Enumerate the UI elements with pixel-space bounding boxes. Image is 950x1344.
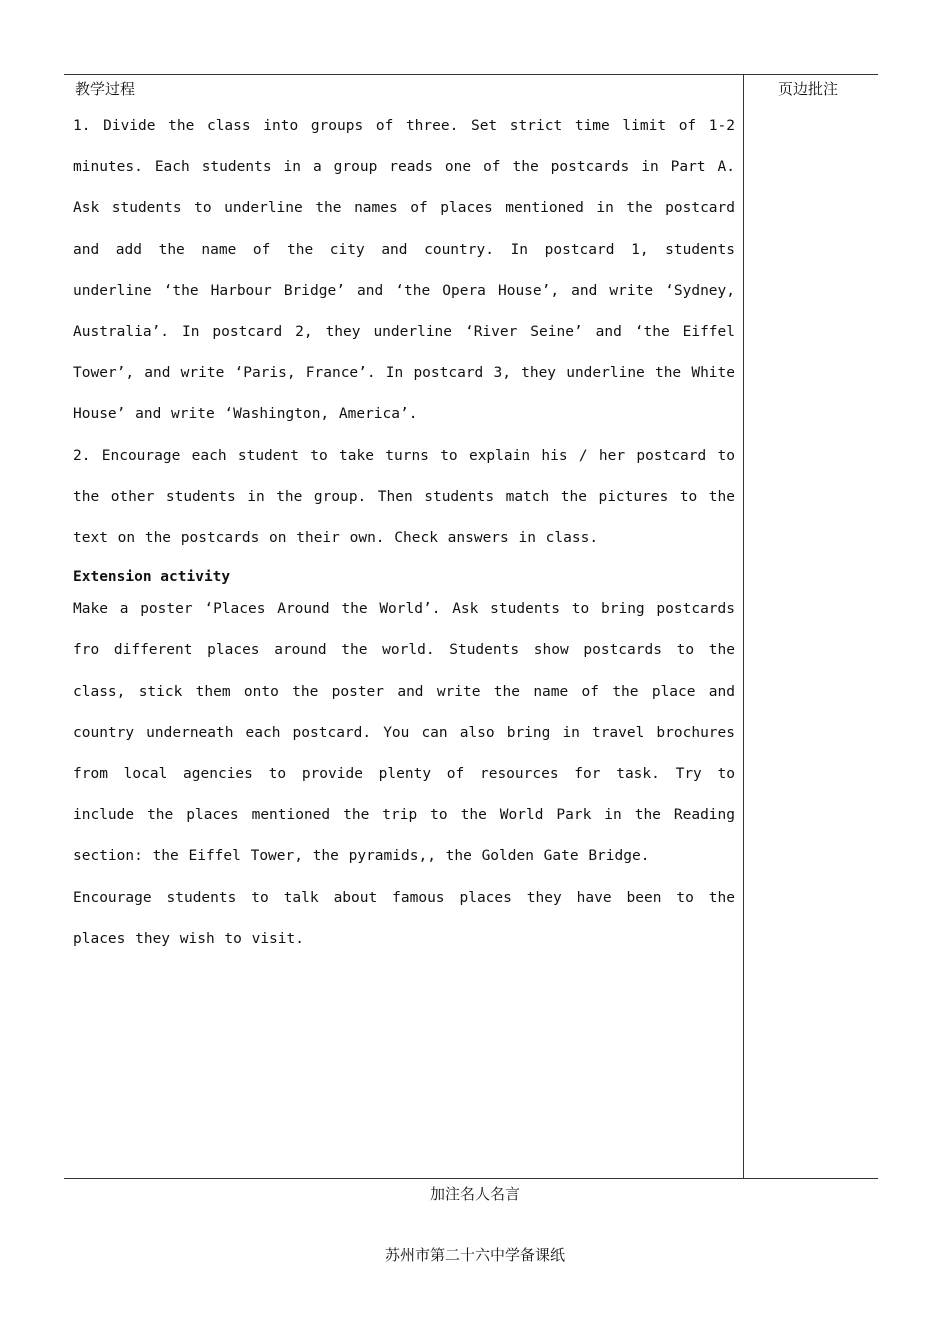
poster-activity-paragraph: Make a poster ‘Places Around the World’. Ask students to bring postcards fro different places around the world. Students show postcards to the class, stick them onto the poster and write the name of the place and country underneath each postcard. You can also bring in travel brochures from local agencies to provide plenty of resources for task. Try to include the places mentioned the trip to the World Park in the Reading section: the Eiffel Tower, the pyramids,, the Golden Gate Bridge. — [73, 601, 735, 865]
famous-quote-note: 加注名人名言 — [429, 1185, 520, 1203]
famous-places-paragraph: Encourage students to talk about famous places they have been to the places they wish to visit. — [73, 889, 735, 947]
step-2-paragraph: 2. Encourage each student to take turns to explain his / her postcard to the other students in the group. Then students match the pictures to the text on the postcards on their own. Check answers in class. — [73, 447, 735, 547]
table-top-border — [64, 74, 878, 75]
lesson-content — [73, 106, 735, 960]
school-paper-title: 苏州市第二十六中学备课纸 — [384, 1246, 565, 1264]
step-1-paragraph: 1. Divide the class into groups of three. Set strict time limit of 1-2 minutes. Each students in a group reads one of the postcards in Part A. Ask students to underline the names of places mentioned in the postcard and add the name of the city and country. In postcard 1, students underline ‘the Harbour Bridge’ and ‘the Opera House’, and write ‘Sydney, Australia’. In postcard 2, they underline ‘River Seine’ and ‘the Eiffel Tower’, and write ‘Paris, France’. In postcard 3, they underline the White House’ and write ‘Washington, America’. — [73, 118, 735, 423]
column-divider — [743, 74, 744, 1179]
teaching-process-heading: 教学过程 — [75, 80, 136, 98]
margin-notes-heading: 页边批注 — [778, 80, 839, 98]
table-bottom-border — [64, 1178, 878, 1179]
extension-activity-heading: Extension activity — [73, 569, 231, 586]
